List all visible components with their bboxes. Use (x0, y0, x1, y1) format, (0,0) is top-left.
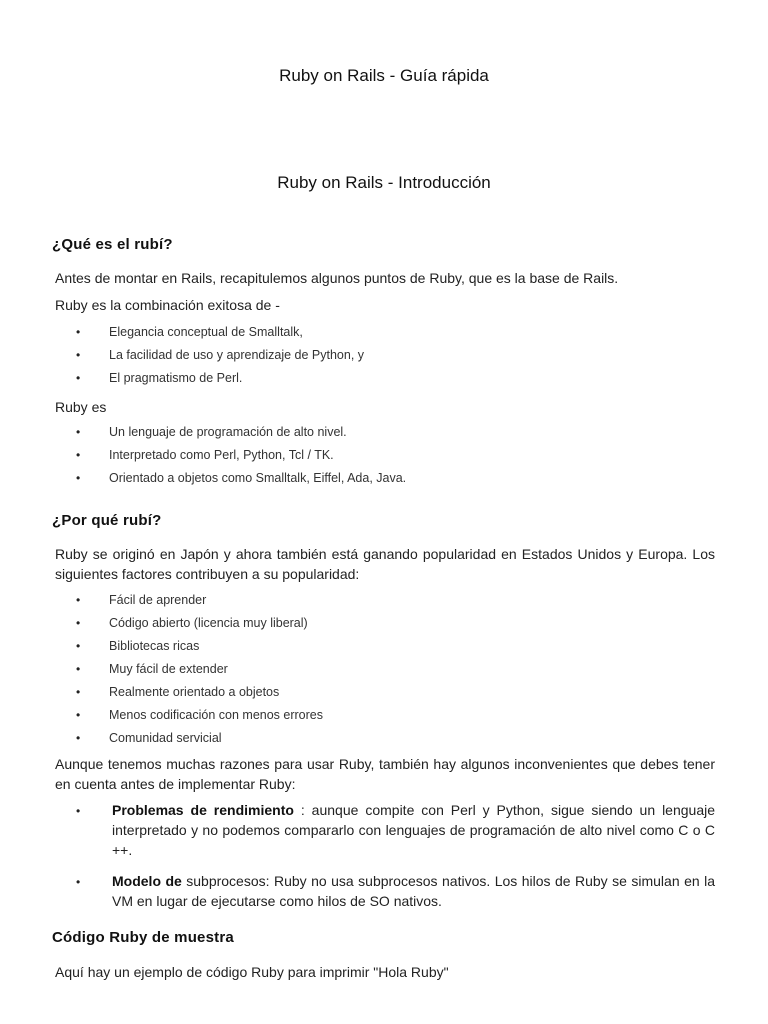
list-item (55, 446, 715, 469)
list-item-text: Código abierto (licencia muy liberal) (109, 616, 308, 630)
drawback-title: Problemas de rendimiento (112, 802, 294, 818)
list-item (55, 637, 715, 660)
bullet-icon: • (76, 448, 81, 462)
section-heading-codigo: Código Ruby de muestra (52, 929, 234, 946)
list-item-text: El pragmatismo de Perl. (109, 371, 243, 385)
bullet-icon: • (76, 708, 81, 722)
bullet-icon: • (76, 875, 81, 889)
list-item-text: Realmente orientado a objetos (109, 685, 280, 699)
bullet-icon: • (76, 639, 81, 653)
list-item (55, 591, 715, 614)
paragraph: Ruby se originó en Japón y ahora también está ganando popularidad en Estados Unidos y Europa. Los siguientes factores contribuyen a su popularidad: (55, 546, 715, 582)
bullet-list-combination (55, 323, 715, 392)
bullet-icon: • (76, 685, 81, 699)
section-heading-por-que: ¿Por qué rubí? (52, 512, 162, 529)
list-item-text: Un lenguaje de programación de alto nivel. (109, 425, 347, 439)
paragraph: Aquí hay un ejemplo de código Ruby para imprimir "Hola Ruby" (55, 964, 449, 980)
bullet-list-factors (55, 591, 715, 752)
list-item-text: La facilidad de uso y aprendizaje de Python, y (109, 348, 365, 362)
list-item-text: Menos codificación con menos errores (109, 708, 323, 722)
list-item (55, 614, 715, 637)
paragraph: Ruby es la combinación exitosa de - (55, 297, 280, 313)
document-title: Ruby on Rails - Guía rápida (279, 66, 489, 85)
list-item-text: Fácil de aprender (109, 593, 207, 607)
list-item-text: Orientado a objetos como Smalltalk, Eiffel, Ada, Java. (109, 471, 407, 485)
list-item-text: Comunidad servicial (109, 731, 222, 745)
list-item (55, 729, 715, 752)
list-item-text: Interpretado como Perl, Python, Tcl / TK. (109, 448, 334, 462)
list-item (55, 469, 715, 492)
list-item (55, 683, 715, 706)
bullet-icon: • (76, 348, 81, 362)
document-subtitle: Ruby on Rails - Introducción (277, 173, 491, 192)
list-item (55, 800, 715, 860)
list-item (55, 346, 715, 369)
drawback-text: subprocesos: Ruby no usa subprocesos nativos. Los hilos de Ruby se simulan en la VM en lugar de ejecutarse como hilos de SO nativos. (112, 873, 715, 909)
list-item-text: Elegancia conceptual de Smalltalk, (109, 325, 303, 339)
section-heading-que-es: ¿Qué es el rubí? (52, 236, 173, 253)
list-item-text: Muy fácil de extender (109, 662, 228, 676)
bullet-icon: • (76, 471, 81, 485)
paragraph: Antes de montar en Rails, recapitulemos algunos puntos de Ruby, que es la base de Rails. (55, 270, 619, 286)
bullet-icon: • (76, 425, 81, 439)
list-item (55, 706, 715, 729)
bullet-icon: • (76, 593, 81, 607)
bullet-list-drawbacks (55, 800, 715, 922)
bullet-list-ruby-is (55, 423, 715, 492)
list-item (55, 660, 715, 683)
list-item-text: Bibliotecas ricas (109, 639, 200, 653)
list-item (55, 369, 715, 392)
bullet-icon: • (76, 731, 81, 745)
drawback-text: : aunque compite con Perl y Python, sigue siendo un lenguaje interpretado y no podemos compararlo con lenguajes de programación de alto nivel como C o C ++. (112, 802, 716, 858)
paragraph: Ruby es (55, 399, 107, 415)
bullet-icon: • (76, 371, 81, 385)
drawback-title: Modelo de (112, 873, 182, 889)
bullet-icon: • (76, 325, 81, 339)
list-item (55, 871, 715, 911)
bullet-icon: • (76, 662, 81, 676)
paragraph: Aunque tenemos muchas razones para usar Ruby, también hay algunos inconvenientes que debes tener en cuenta antes de implementar Ruby: (55, 756, 715, 792)
list-item (55, 423, 715, 446)
list-item (55, 323, 715, 346)
bullet-icon: • (76, 616, 81, 630)
bullet-icon: • (76, 804, 81, 818)
